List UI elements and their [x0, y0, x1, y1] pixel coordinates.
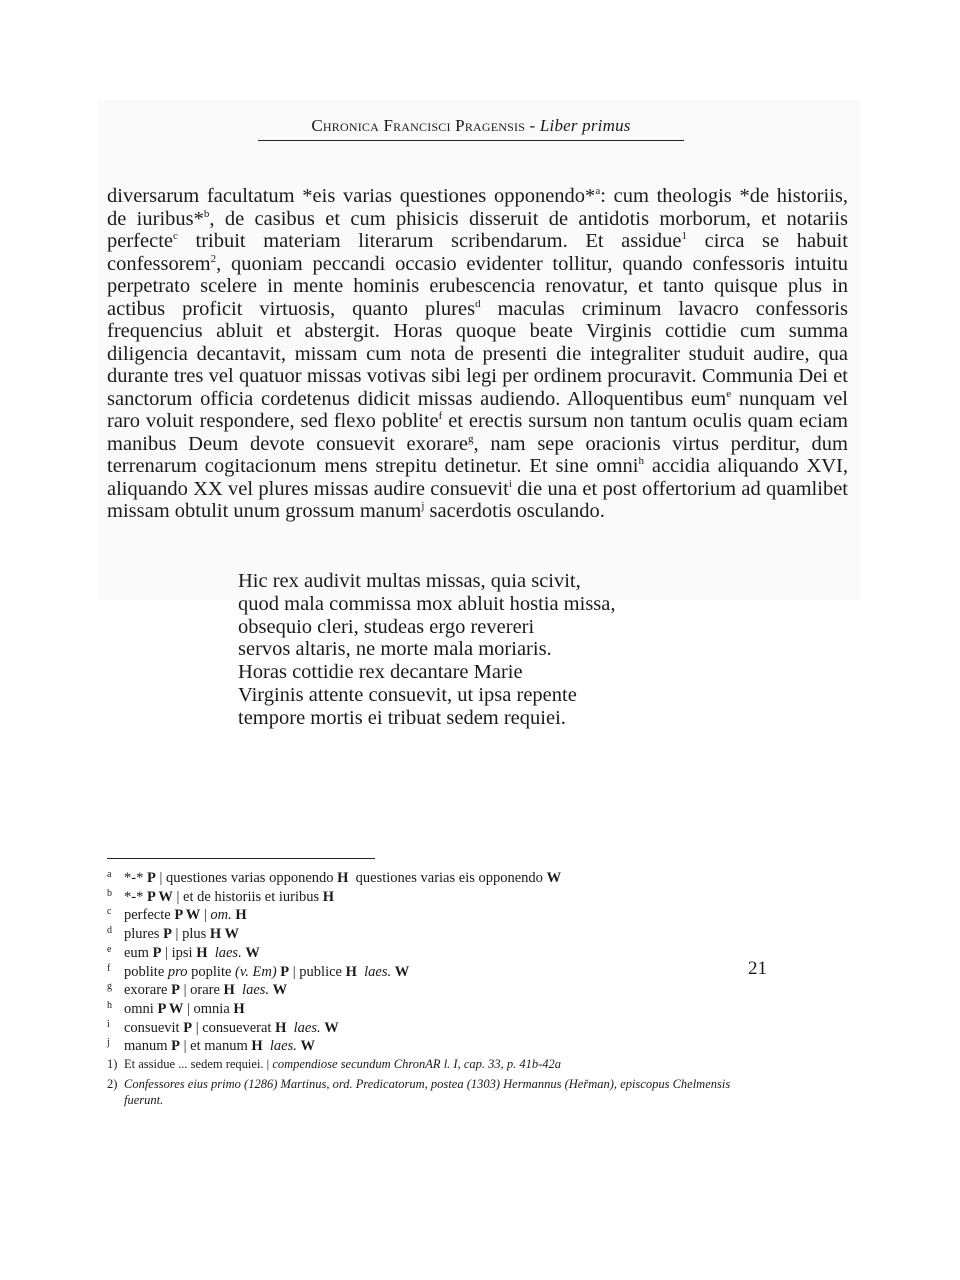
note-mark: d — [107, 925, 112, 937]
text-segment: : cum theologis *de historiis, de iuribus* — [107, 185, 848, 230]
apparatus-marker: i — [508, 477, 512, 490]
witness-siglum: P — [171, 982, 180, 999]
variant-reading: laes. — [242, 982, 270, 999]
apparatus-note: d plures P | plus H W — [107, 925, 827, 944]
apparatus-marker: d — [475, 297, 481, 310]
note-lemma: manum — [124, 1038, 168, 1055]
variant-reading: om. — [210, 907, 232, 924]
running-header — [258, 116, 684, 141]
apparatus-note: e eum P | ipsi H laes. W — [107, 944, 827, 963]
variant-reading: plus — [182, 926, 207, 943]
note-mark: e — [107, 943, 112, 955]
witness-siglum: W — [300, 1038, 315, 1055]
verse-line: servos altaris, ne morte mala moriaris. — [238, 638, 552, 661]
main-text — [107, 185, 848, 523]
footnote-marker: 1 — [681, 230, 687, 243]
note-lemma: *-* — [124, 870, 144, 886]
apparatus-marker: b — [203, 207, 210, 220]
note-mark: a — [107, 869, 112, 880]
witness-siglum: H — [337, 870, 349, 886]
note-mark: b — [107, 887, 112, 899]
verse-block — [238, 570, 616, 730]
note-lemma: perfecte — [124, 907, 171, 924]
note-lemma: poblite — [124, 963, 165, 980]
witness-siglum: W — [324, 1019, 339, 1036]
witness-siglum: P — [183, 1019, 193, 1036]
apparatus-note: a *-* P | questiones varias opponendo H questiones varias eis opponendo W — [107, 869, 827, 888]
witness-siglum: P — [152, 944, 162, 961]
apparatus-marker: f — [438, 410, 443, 423]
footnote-number: 2) — [107, 1077, 118, 1091]
note-lemma: omni — [124, 1000, 154, 1017]
witness-siglum: H — [322, 888, 335, 905]
witness-siglum: H — [233, 1000, 245, 1017]
witness-siglum: H W — [209, 926, 240, 943]
variant-reading: et manum — [190, 1038, 248, 1055]
apparatus-note: h omni P W | omnia H — [107, 1000, 827, 1019]
variant-reading: et de historiis et iuribus — [183, 888, 320, 905]
text-segment: , quoniam peccandi occasio evidenter tollitur, quando confessoris intuitu perpetrato scelere in mente hominis erubescencia renovatur, et tanto quisque plus in actibus proficit virtuosis, quanto plures — [107, 252, 848, 320]
apparatus-note: c perfecte P W | om. H — [107, 906, 827, 925]
witness-siglum: H — [196, 944, 208, 961]
note-lemma: exorare — [124, 982, 168, 999]
historical-footnote — [107, 1057, 827, 1073]
apparatus-note: g exorare P | orare H laes. W — [107, 981, 827, 1000]
text-segment: et erectis sursum non tantum oculis quam eciam manibus Deum devote consuevit exorare — [107, 410, 848, 455]
witness-siglum: P W — [146, 888, 173, 905]
apparatus-marker: a — [595, 185, 601, 198]
verse-line: obsequio cleri, studeas ergo revereri — [238, 615, 535, 638]
footnote-number: 1) — [107, 1057, 118, 1071]
variant-reading: laes. — [364, 963, 392, 980]
header-separator: - — [529, 116, 536, 135]
witness-siglum: W — [272, 982, 288, 999]
text-segment: nunquam vel raro voluit respondere, sed flexo poblite — [107, 387, 848, 432]
verse-line: quod mala commissa mox abluit hostia missa, — [238, 592, 616, 615]
note-lemma: plures — [124, 926, 160, 943]
witness-siglum: P — [146, 870, 156, 886]
text-segment: , nam sepe oracionis virtus perditur, dum terrenarum cogitacionum mens strepitu detinetur. Et sine omni — [107, 432, 849, 477]
footnote-text: compendiose secundum ChronAR l. I, cap. 33, p. 41b-42a — [272, 1057, 562, 1071]
note-lemma: (v. Em) — [235, 963, 277, 980]
variant-reading: questiones varias opponendo — [165, 870, 334, 886]
witness-siglum: P W — [157, 1000, 184, 1017]
footnote-text: fuerunt. — [124, 1092, 164, 1107]
apparatus-note: j manum P | et manum H laes. W — [107, 1037, 827, 1056]
verse-line: Horas cottidie rex decantare Marie — [238, 661, 523, 684]
text-segment: accidia aliquando XVI, aliquando XX vel plures missas audire consuevit — [107, 455, 849, 500]
note-lemma: *-* — [124, 888, 144, 905]
footnote-marker: 2 — [210, 252, 217, 265]
note-mark: j — [107, 1037, 110, 1049]
witness-siglum: H — [235, 907, 247, 924]
verse-line: Hic rex audivit multas missas, quia scivit, — [238, 570, 581, 592]
note-lemma: consuevit — [124, 1019, 180, 1036]
critical-apparatus — [107, 869, 827, 1056]
header-book: Liber primus — [539, 116, 631, 135]
historical-footnote — [107, 1077, 827, 1108]
note-lemma: poplite — [191, 963, 232, 980]
text-segment: die una et post offertorium ad quamlibet missam obtulit unum grossum manum — [107, 477, 848, 522]
verse-line: Virginis attente consuevit, ut ipsa repente — [238, 683, 577, 706]
apparatus-marker: h — [638, 455, 644, 468]
text-segment: circa se habuit confessorem — [107, 230, 848, 275]
apparatus-note: f poblite pro poplite (v. Em) P | publice H laes. W — [107, 963, 827, 982]
witness-siglum: W — [245, 944, 260, 961]
note-mark: i — [107, 1018, 110, 1030]
witness-siglum: H — [345, 963, 357, 980]
text-segment: maculas criminum lavacro confessoris frequencius abluit et abstergit. Horas quoque beate Virginis cottidie cum summa diligencia decantavit, missam cum nota de presenti die integraliter studuit audire, qua durante tres vel quatuor missas votivas sibi legi per ordinem procuravit. Communia Dei et sanctorum officia cordetenus didicit missas audiendo. Alloquentibus eum — [107, 297, 848, 410]
variant-reading: omnia — [193, 1000, 230, 1017]
note-mark: c — [107, 906, 112, 918]
apparatus-marker: g — [468, 432, 474, 445]
variant-reading: questiones varias eis opponendo — [355, 870, 543, 886]
apparatus-note: i consuevit P | consueverat H laes. W — [107, 1019, 827, 1038]
apparatus-note: b *-* P W | et de historiis et iuribus H — [107, 888, 827, 907]
witness-siglum: P W — [174, 907, 201, 924]
witness-siglum: W — [394, 963, 410, 980]
page-number: 21 — [748, 958, 767, 979]
variant-reading: laes. — [293, 1019, 321, 1036]
text-segment: sacerdotis osculando. — [424, 500, 605, 522]
footnote-text: Confessores eius primo (1286) Martinus, ord. Predicatorum, postea (1303) Hermannus (Heřman), episcopus Chelmensis — [124, 1077, 731, 1091]
text-segment: diversarum facultatum *eis varias questiones opponendo* — [107, 185, 596, 207]
witness-siglum: P — [163, 926, 172, 943]
variant-reading: ipsi — [171, 944, 193, 961]
note-lemma: pro — [167, 963, 188, 980]
note-lemma: eum — [124, 944, 149, 961]
note-mark: h — [107, 999, 112, 1011]
witness-siglum: H — [275, 1019, 287, 1036]
verse-line: tempore mortis ei tribuat sedem requiei. — [238, 706, 566, 729]
variant-reading: laes. — [269, 1038, 297, 1055]
apparatus-marker: e — [726, 387, 732, 400]
variant-reading: laes. — [214, 944, 242, 961]
text-segment: tribuit materiam literarum scribendarum. Et assidue — [177, 230, 682, 252]
footnote-text: Et assidue ... sedem requiei. | — [124, 1057, 270, 1071]
witness-siglum: P — [171, 1038, 180, 1055]
witness-siglum: W — [546, 870, 562, 886]
note-mark: f — [107, 962, 111, 974]
witness-siglum: H — [223, 982, 235, 999]
apparatus-marker: j — [421, 500, 425, 513]
footnote-separator — [107, 858, 375, 859]
witness-siglum: P — [280, 963, 290, 980]
variant-reading: orare — [190, 982, 220, 999]
variant-reading: consueverat — [202, 1019, 272, 1036]
apparatus-marker: c — [173, 230, 178, 243]
header-title: Chronica Francisci Pragensis — [311, 116, 526, 135]
text-segment: , de casibus et cum phisicis disseruit de antidotis morborum, et notariis perfecte — [107, 207, 849, 252]
witness-siglum: H — [251, 1038, 263, 1055]
note-mark: g — [107, 981, 112, 993]
variant-reading: publice — [299, 963, 342, 980]
